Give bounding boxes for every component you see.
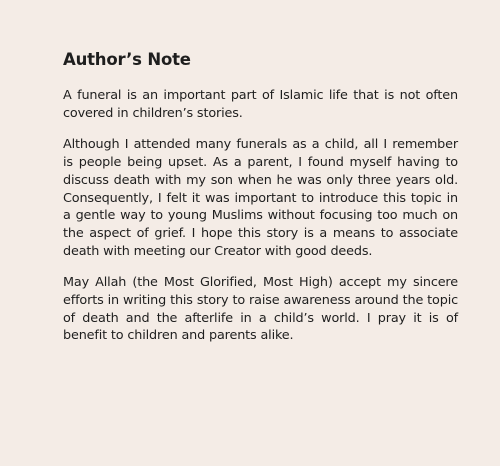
paragraph-intro: A funeral is an important part of Islamic life that is not often covered in children’s stories. — [63, 88, 458, 121]
page-title: Author’s Note — [63, 50, 191, 69]
paragraph-prayer: May Allah (the Most Glorified, Most High) accept my sincere efforts in writing this story to raise awareness around the topic of death and the afterlife in a child’s world. I pray it is of benefit to children and parents alike. — [63, 275, 458, 344]
paragraph-background: Although I attended many funerals as a child, all I remember is people being upset. As a parent, I found myself having to discuss death with my son when he was only three years old. Consequently, I felt it was important to introduce this topic in a gentle way to young Muslims without focusing too much on the aspect of grief. I hope this story is a means to associate death with meeting our Creator with good deeds. — [63, 137, 458, 259]
